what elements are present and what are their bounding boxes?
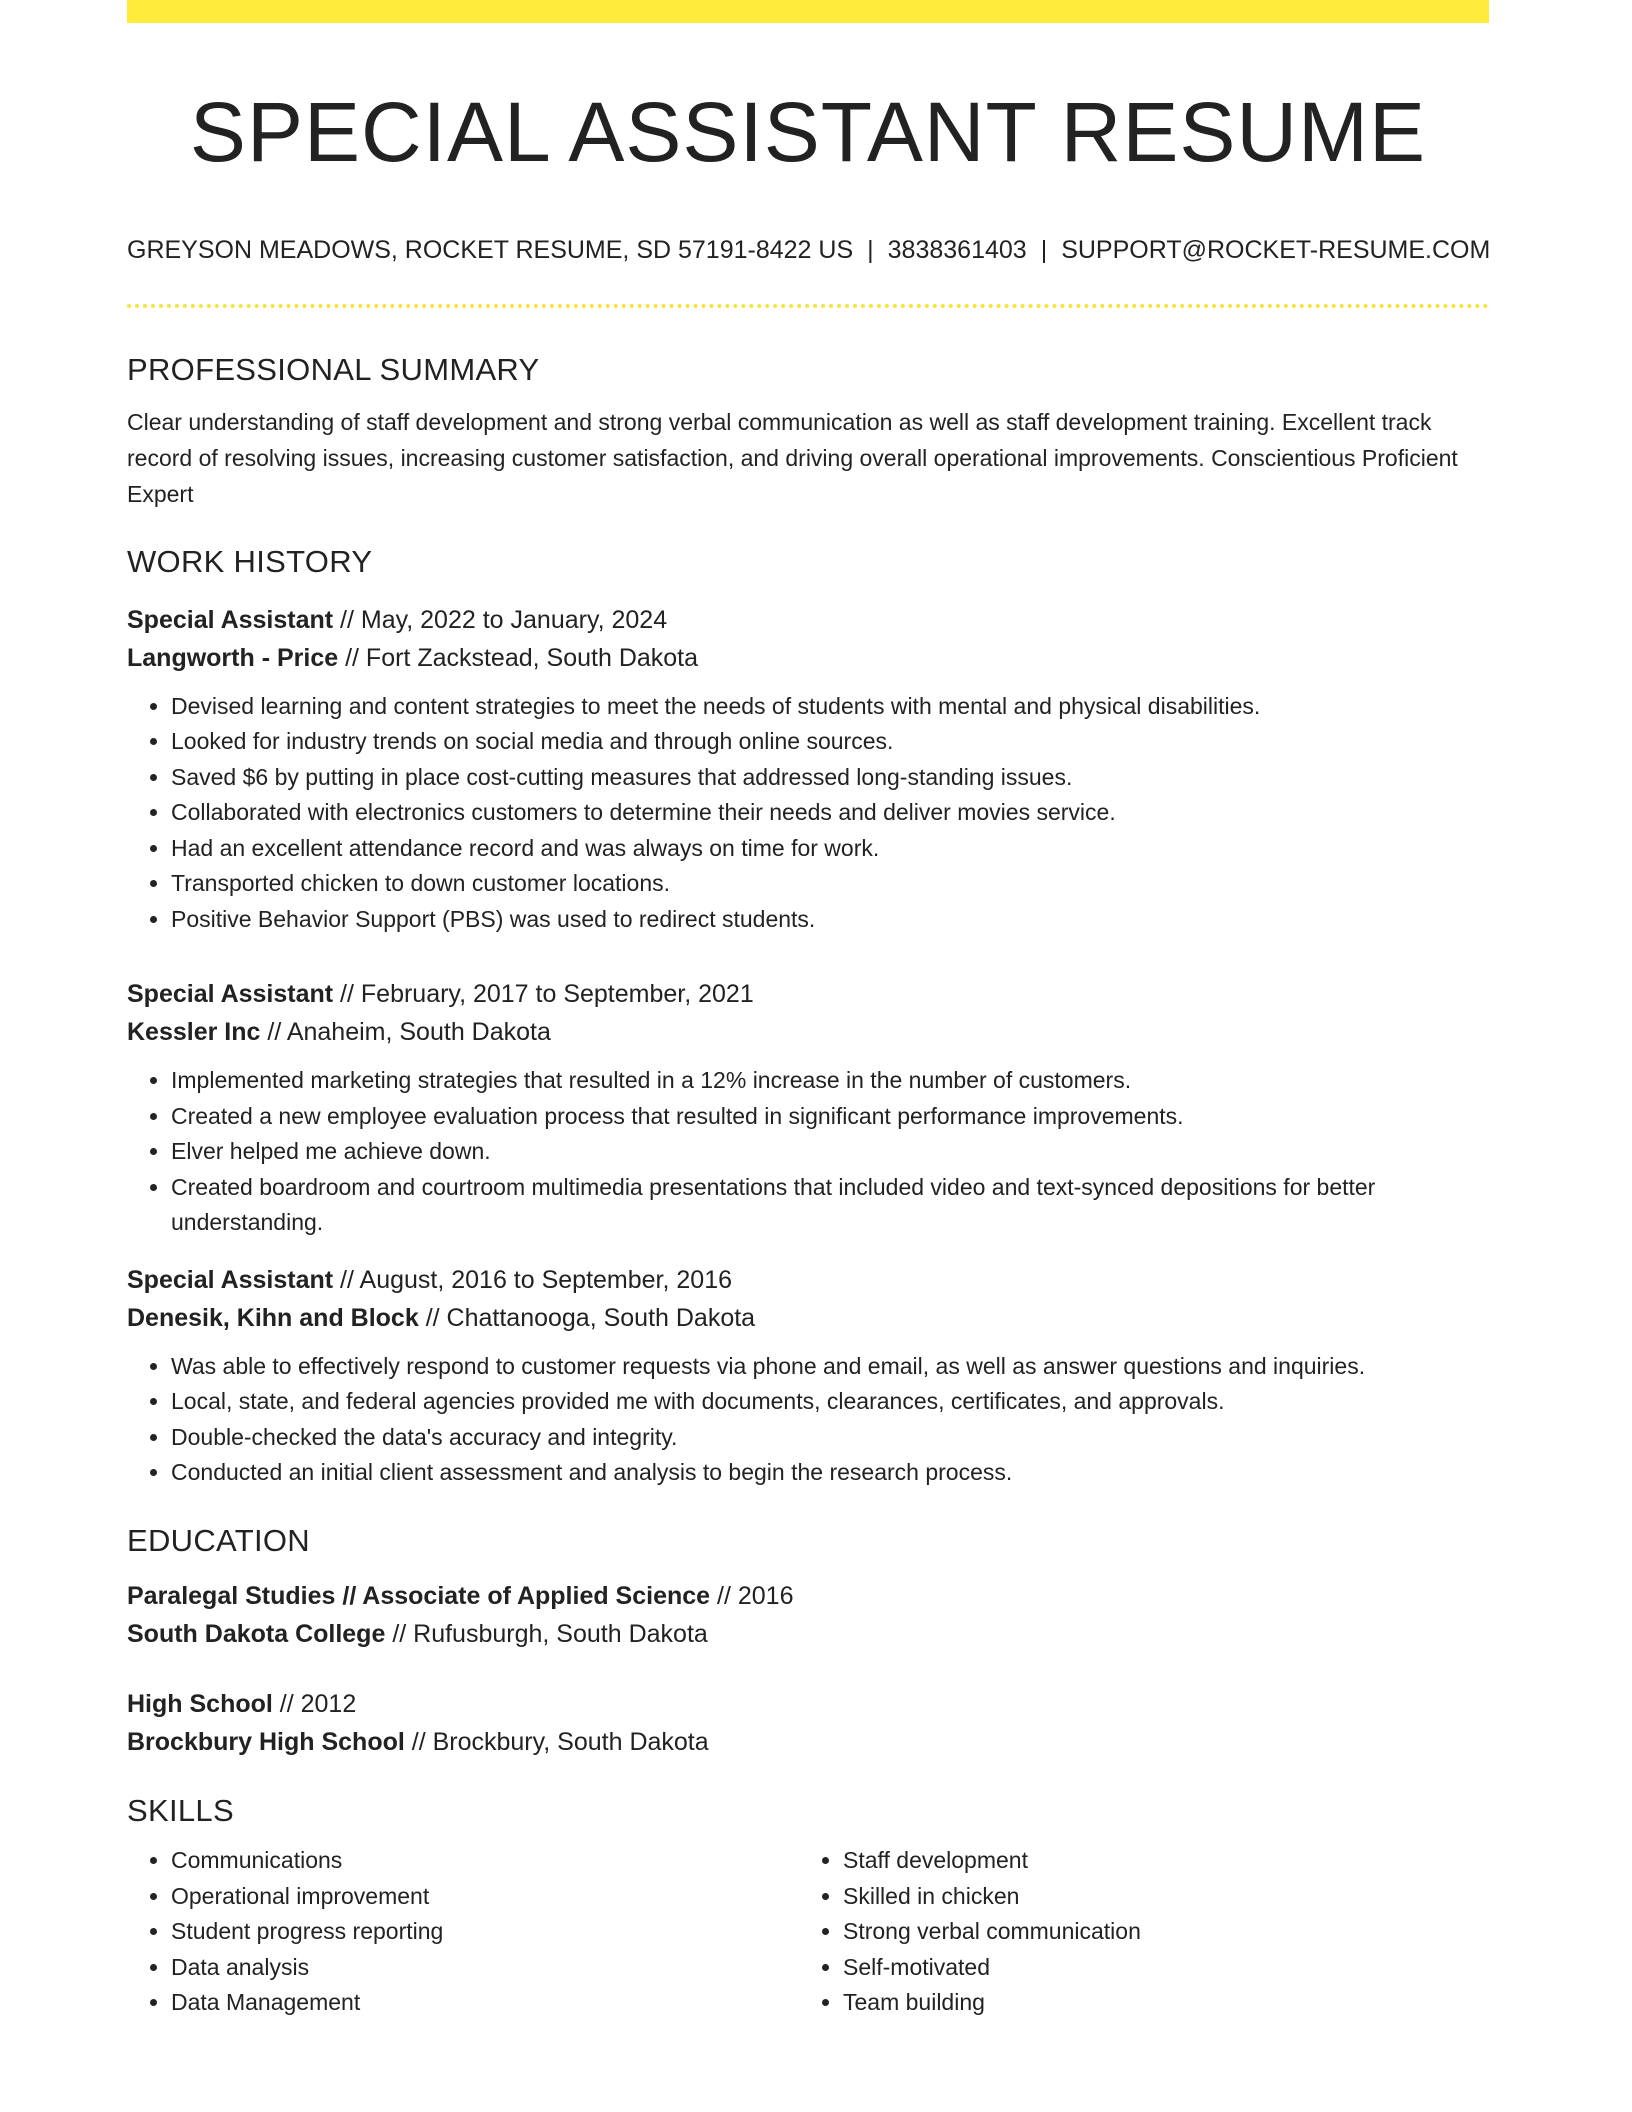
education-school: Brockbury High School [127,1727,405,1756]
skill-item: • Staff development [843,1843,1471,1879]
skills-list-right [799,1843,1471,2021]
list-item: • Looked for industry trends on social media and through online sources. [171,724,1489,760]
contact-separator: | [1040,236,1048,264]
list-item: • Was able to effectively respond to customer requests via phone and email, as well as answer questions and inquiries. [171,1349,1489,1385]
job-dates: // May, 2022 to January, 2024 [333,605,668,634]
list-item: • Saved $6 by putting in place cost-cutting measures that addressed long-standing issues. [171,760,1489,796]
list-item: • Conducted an initial client assessment and analysis to begin the research process. [171,1455,1489,1491]
job-title: Special Assistant [127,1265,334,1294]
list-item: • Implemented marketing strategies that resulted in a 12% increase in the number of customers. [171,1063,1489,1099]
education-school: South Dakota College [127,1619,386,1648]
list-item: • Transported chicken to down customer locations. [171,866,1489,902]
list-item: • Positive Behavior Support (PBS) was used to redirect students. [171,902,1489,938]
education-year: // 2016 [710,1581,794,1610]
education-entry [127,1577,1489,1653]
job-dates: // August, 2016 to September, 2016 [333,1265,733,1294]
contact-email: SUPPORT@ROCKET-RESUME.COM [1061,236,1491,264]
education-entry [127,1685,1489,1761]
job-bullets [127,1349,1489,1491]
education-section [127,1521,1489,1761]
job-company-line [127,639,1489,677]
work-history-heading: WORK HISTORY [127,544,373,580]
list-item: • Had an excellent attendance record and was always on time for work. [171,831,1489,867]
education-location: // Rufusburgh, South Dakota [385,1619,708,1648]
skills-columns [127,1843,1489,2021]
list-item: • Devised learning and content strategies to meet the needs of students with mental and physical disabilities. [171,689,1489,725]
education-degree: High School [127,1689,273,1718]
education-heading: EDUCATION [127,1522,310,1558]
job-title-line [127,601,1489,639]
job-company: Langworth - Price [127,643,339,672]
job-bullets [127,1063,1489,1241]
job-entry [127,975,1489,1241]
skill-item: • Communications [171,1843,799,1879]
job-title: Special Assistant [127,980,334,1009]
list-item: • Created boardroom and courtroom multimedia presentations that included video and text-synced depositions for better understanding. [171,1170,1489,1241]
resume-title: SPECIAL ASSISTANT RESUME [189,85,1427,179]
dotted-divider [127,304,1489,308]
skill-item: • Data Management [171,1985,799,2021]
resume-content [127,350,1489,2021]
job-company: Kessler Inc [127,1018,261,1047]
list-item: • Collaborated with electronics customers to determine their needs and deliver movies service. [171,795,1489,831]
contact-separator: | [867,236,874,264]
skill-item: • Strong verbal communication [843,1914,1471,1950]
job-title-line [127,1261,1489,1299]
list-item: • Double-checked the data's accuracy and integrity. [171,1420,1489,1456]
skill-item: • Student progress reporting [171,1914,799,1950]
job-location: // Anaheim, South Dakota [260,1018,551,1047]
job-company: Denesik, Kihn and Block [127,1303,419,1332]
contact-line [127,236,1489,265]
skills-section [127,1791,1489,2021]
job-title-line [127,975,1489,1013]
accent-bar [127,0,1489,23]
education-degree-line [127,1685,1489,1723]
list-item: • Created a new employee evaluation process that resulted in significant performance improvements. [171,1099,1489,1135]
skill-item: • Operational improvement [171,1879,799,1915]
skill-item: • Self-motivated [843,1950,1471,1986]
education-location: // Brockbury, South Dakota [404,1727,709,1756]
list-item: • Elver helped me achieve down. [171,1134,1489,1170]
summary-heading: PROFESSIONAL SUMMARY [127,352,540,387]
education-year: // 2012 [272,1689,357,1718]
education-degree: Paralegal Studies // Associate of Applied Science [127,1581,711,1610]
job-company-line [127,1299,1489,1337]
skill-item: • Team building [843,1985,1471,2021]
job-entry [127,1261,1489,1491]
education-degree-line [127,1577,1489,1615]
contact-address: GREYSON MEADOWS, ROCKET RESUME, SD 57191-8422 US [127,236,854,264]
skills-list-left [127,1843,799,2021]
skills-heading: SKILLS [127,1792,234,1828]
job-entry [127,601,1489,938]
skill-item: • Data analysis [171,1950,799,1986]
work-history-section [127,542,1489,1490]
job-location: // Chattanooga, South Dakota [418,1303,756,1332]
list-item: • Local, state, and federal agencies provided me with documents, clearances, certificates, and approvals. [171,1384,1489,1420]
education-school-line [127,1723,1489,1761]
job-dates: // February, 2017 to September, 2021 [333,980,754,1009]
education-school-line [127,1615,1489,1653]
contact-phone: 3838361403 [887,236,1027,264]
job-company-line [127,1013,1489,1051]
skill-item: • Skilled in chicken [843,1879,1471,1915]
job-location: // Fort Zackstead, South Dakota [338,643,699,672]
job-bullets [127,689,1489,938]
job-title: Special Assistant [127,605,334,634]
summary-text: Clear understanding of staff development and strong verbal communication as well as staff development training. Excellent track record of resolving issues, increasing customer satisfaction, and driving overall operational improvements. Conscientious Proficient Expert [127,409,1458,508]
